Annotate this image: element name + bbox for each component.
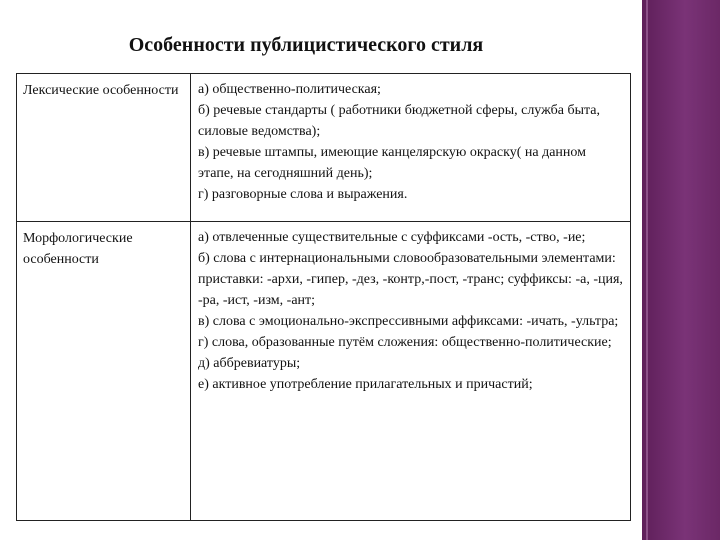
list-item: б) речевые стандарты ( работники бюджетной сферы, служба быта, силовые ведомства); (198, 103, 600, 139)
row-label-lexical: Лексические особенности (17, 74, 191, 222)
list-item: приставки: -архи, -гипер, -дез, -контр,-пост, -транс; суффиксы: -а, -ция, -ра, -ист, -изм, -ант; (198, 272, 623, 308)
list-item: в) слова с эмоционально-экспрессивными аффиксами: -ичать, -ультра; (198, 314, 619, 329)
list-item: а) общественно-политическая; (198, 82, 381, 97)
row-content-morphological (191, 222, 631, 521)
list-item: б) слова с интернациональными словообразовательными элементами: (198, 251, 616, 266)
slide-title: Особенности публицистического стиля (128, 34, 484, 56)
list-item: д) аббревиатуры; (198, 356, 301, 371)
list-item: г) разговорные слова и выражения. (198, 187, 408, 202)
list-item: в) речевые штампы, имеющие канцелярскую окраску( на данном этапе, на сегодняшний день); (198, 145, 586, 181)
list-item: г) слова, образованные путём сложения: общественно-политические; (198, 335, 612, 350)
table-row (17, 74, 631, 222)
table-row (17, 222, 631, 521)
style-features-table (16, 73, 631, 521)
list-item: а) отвлеченные существительные с суффиксами -ость, -ство, -ие; (198, 230, 586, 245)
row-content-lexical (191, 74, 631, 222)
decorative-side-bar (642, 0, 720, 540)
row-label-morphological: Морфологические особенности (17, 222, 191, 521)
list-item: е) активное употребление прилагательных и причастий; (198, 377, 533, 392)
